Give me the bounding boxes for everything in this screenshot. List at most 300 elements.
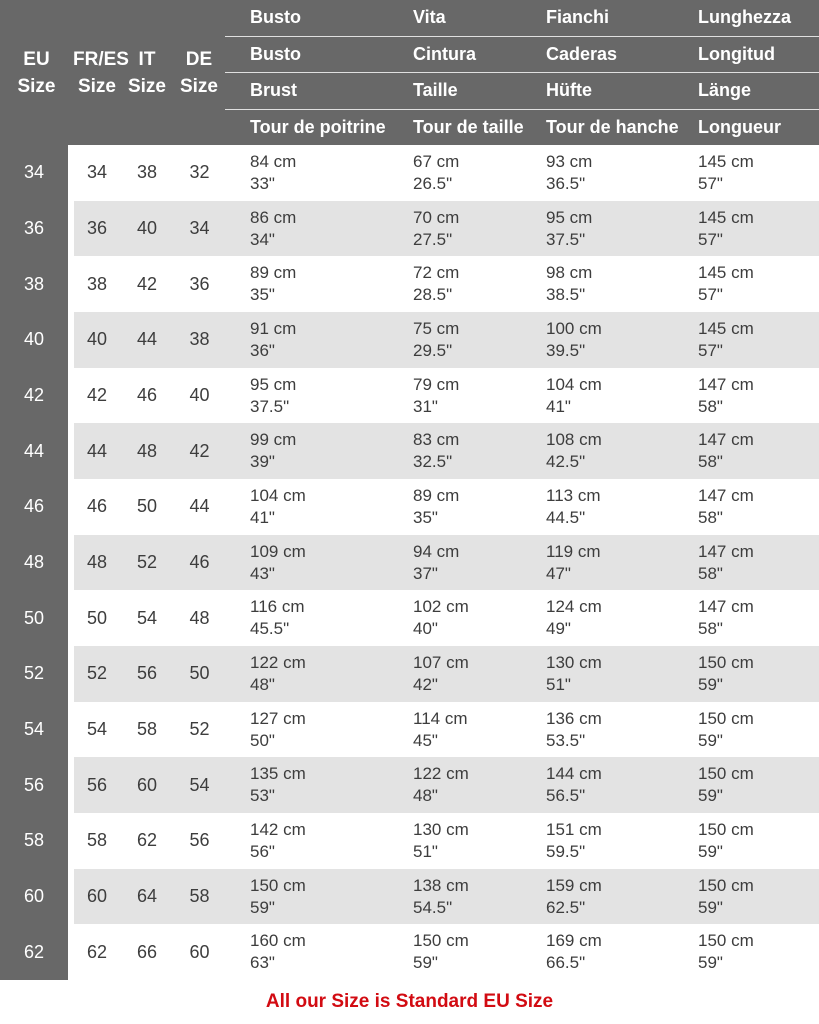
waist-measurement bbox=[400, 596, 533, 640]
fr-es-size-value: 56 bbox=[86, 774, 108, 795]
bust-cm-value: 142 cm bbox=[250, 819, 306, 839]
waist-inch-value: 29.5" bbox=[413, 340, 453, 360]
table-row bbox=[0, 201, 819, 257]
length-measurement bbox=[685, 652, 819, 696]
standard-eu-size-note: All our Size is Standard EU Size bbox=[265, 991, 554, 1012]
fr-es-size-value: 54 bbox=[86, 719, 108, 740]
it-size-value: 58 bbox=[136, 719, 158, 740]
hips-header-de: Hüfte bbox=[546, 80, 592, 101]
bust-inch-value: 59" bbox=[250, 897, 275, 917]
hips-measurement bbox=[533, 875, 685, 919]
hips-measurement bbox=[533, 485, 685, 529]
it-size-value: 40 bbox=[136, 218, 158, 238]
hips-header-it: Fianchi bbox=[546, 7, 610, 28]
eu-size-value: 60 bbox=[0, 869, 68, 925]
row-body bbox=[74, 869, 819, 925]
eu-size-value: 38 bbox=[0, 256, 68, 312]
it-size-value: 66 bbox=[136, 941, 158, 962]
bust-measurement bbox=[225, 708, 400, 752]
eu-size-value: 56 bbox=[0, 757, 68, 813]
length-measurement bbox=[685, 262, 819, 306]
waist-cm-value: 114 cm bbox=[413, 708, 468, 728]
bust-inch-value: 43" bbox=[250, 563, 275, 583]
row-body bbox=[74, 590, 819, 646]
de-size-value: 42 bbox=[189, 440, 210, 461]
it-size-value: 50 bbox=[136, 496, 158, 517]
fr-es-size-value: 36 bbox=[86, 218, 108, 238]
de-size-value: 44 bbox=[189, 496, 210, 517]
fr-es-size-value: 60 bbox=[86, 886, 108, 907]
row-body bbox=[74, 145, 819, 201]
fr-es-size-value: 44 bbox=[86, 440, 108, 461]
waist-cm-value: 67 cm bbox=[413, 151, 460, 171]
waist-measurement bbox=[400, 708, 533, 752]
waist-inch-value: 27.5" bbox=[413, 229, 453, 249]
waist-measurement bbox=[400, 151, 533, 195]
length-inch-value: 58" bbox=[698, 452, 723, 472]
fr-es-size-value: 62 bbox=[86, 941, 108, 962]
hips-inch-value: 62.5" bbox=[546, 897, 586, 917]
eu-size-value: 48 bbox=[0, 535, 68, 591]
bust-cm-value: 109 cm bbox=[250, 541, 306, 561]
bust-measurement bbox=[225, 652, 400, 696]
hips-cm-value: 124 cm bbox=[546, 597, 602, 617]
length-cm-value: 150 cm bbox=[698, 931, 754, 951]
hips-measurement bbox=[533, 151, 685, 195]
table-row bbox=[0, 757, 819, 813]
waist-inch-value: 28.5" bbox=[413, 285, 453, 305]
bust-inch-value: 63" bbox=[250, 953, 275, 973]
eu-size-value: 42 bbox=[0, 368, 68, 424]
bust-inch-value: 34" bbox=[250, 229, 275, 249]
hips-inch-value: 47" bbox=[546, 563, 571, 583]
bust-inch-value: 50" bbox=[250, 730, 275, 750]
bust-cm-value: 127 cm bbox=[250, 708, 306, 728]
length-inch-value: 59" bbox=[698, 841, 723, 861]
bust-measurement bbox=[225, 429, 400, 473]
de-size-value: 36 bbox=[189, 273, 210, 294]
fr-es-size-value: 52 bbox=[86, 663, 108, 684]
hips-inch-value: 39.5" bbox=[546, 340, 586, 360]
bust-cm-value: 99 cm bbox=[250, 430, 297, 450]
length-inch-value: 57" bbox=[698, 285, 723, 305]
length-inch-value: 58" bbox=[698, 619, 723, 639]
length-cm-value: 150 cm bbox=[698, 819, 754, 839]
fr-es-size-value: 34 bbox=[86, 162, 108, 183]
header-row-spanish bbox=[225, 36, 819, 73]
hips-cm-value: 169 cm bbox=[546, 931, 602, 951]
bust-header-de: Brust bbox=[250, 80, 298, 101]
row-body bbox=[74, 757, 819, 813]
waist-inch-value: 54.5" bbox=[413, 897, 453, 917]
hips-measurement bbox=[533, 596, 685, 640]
waist-cm-value: 75 cm bbox=[413, 318, 460, 338]
length-cm-value: 150 cm bbox=[698, 708, 754, 728]
bust-inch-value: 45.5" bbox=[250, 619, 290, 639]
fr-es-size-value: 48 bbox=[86, 552, 108, 573]
length-cm-value: 147 cm bbox=[698, 430, 754, 450]
hips-inch-value: 42.5" bbox=[546, 452, 586, 472]
waist-inch-value: 48" bbox=[413, 786, 438, 806]
hips-cm-value: 93 cm bbox=[546, 151, 593, 171]
bust-inch-value: 56" bbox=[250, 841, 275, 861]
de-size-value: 60 bbox=[189, 941, 210, 962]
fr-es-size-value: 50 bbox=[86, 607, 108, 628]
it-size-value: 48 bbox=[136, 440, 158, 461]
de-size-value: 54 bbox=[189, 774, 210, 795]
length-inch-value: 59" bbox=[698, 730, 723, 750]
hips-measurement bbox=[533, 708, 685, 752]
eu-size-value: 36 bbox=[0, 201, 68, 257]
waist-header-fr: Tour de taille bbox=[413, 116, 524, 137]
hips-inch-value: 44.5" bbox=[546, 507, 586, 527]
bust-inch-value: 41" bbox=[250, 507, 275, 527]
row-body bbox=[74, 813, 819, 869]
waist-inch-value: 37" bbox=[413, 563, 438, 583]
length-inch-value: 58" bbox=[698, 563, 723, 583]
length-inch-value: 59" bbox=[698, 897, 723, 917]
waist-cm-value: 122 cm bbox=[413, 764, 469, 784]
waist-measurement bbox=[400, 541, 533, 585]
bust-inch-value: 53" bbox=[250, 786, 275, 806]
header-row-french bbox=[225, 109, 819, 146]
length-inch-value: 59" bbox=[698, 674, 723, 694]
hips-measurement bbox=[533, 763, 685, 807]
hips-inch-value: 51" bbox=[546, 674, 571, 694]
hips-inch-value: 36.5" bbox=[546, 173, 586, 193]
measurement-columns-header bbox=[225, 0, 819, 145]
it-size-value: 64 bbox=[136, 886, 158, 907]
eu-size-header-line2: Size bbox=[17, 75, 56, 97]
bust-inch-value: 33" bbox=[250, 173, 275, 193]
size-columns-header bbox=[0, 0, 225, 145]
length-inch-value: 59" bbox=[698, 953, 723, 973]
bust-cm-value: 95 cm bbox=[250, 374, 297, 394]
eu-size-value: 58 bbox=[0, 813, 68, 869]
length-cm-value: 150 cm bbox=[698, 652, 754, 672]
waist-measurement bbox=[400, 485, 533, 529]
bust-measurement bbox=[225, 763, 400, 807]
length-measurement bbox=[685, 763, 819, 807]
bust-header-it: Busto bbox=[250, 7, 301, 28]
length-inch-value: 57" bbox=[698, 173, 723, 193]
it-size-value: 62 bbox=[136, 830, 158, 851]
it-size-value: 44 bbox=[136, 329, 158, 350]
hips-inch-value: 56.5" bbox=[546, 786, 586, 806]
it-size-header-line2: Size bbox=[127, 75, 167, 97]
bust-measurement bbox=[225, 374, 400, 418]
de-size-header-line2: Size bbox=[179, 75, 219, 97]
hips-measurement bbox=[533, 652, 685, 696]
waist-inch-value: 59" bbox=[413, 953, 438, 973]
length-cm-value: 147 cm bbox=[698, 541, 754, 561]
it-size-value: 52 bbox=[136, 552, 158, 573]
eu-size-value: 52 bbox=[0, 646, 68, 702]
de-size-value: 50 bbox=[189, 663, 210, 684]
it-size-value: 42 bbox=[136, 273, 158, 294]
waist-cm-value: 102 cm bbox=[413, 597, 469, 617]
de-size-value: 56 bbox=[189, 830, 210, 851]
hips-inch-value: 49" bbox=[546, 619, 571, 639]
de-size-value: 34 bbox=[189, 218, 210, 238]
length-header-fr: Longueur bbox=[698, 116, 781, 137]
bust-measurement bbox=[225, 875, 400, 919]
bust-measurement bbox=[225, 596, 400, 640]
table-row bbox=[0, 256, 819, 312]
hips-cm-value: 108 cm bbox=[546, 430, 602, 450]
table-row bbox=[0, 869, 819, 925]
bust-cm-value: 160 cm bbox=[250, 931, 306, 951]
row-body bbox=[74, 368, 819, 424]
length-measurement bbox=[685, 875, 819, 919]
de-size-value: 48 bbox=[189, 607, 210, 628]
bust-measurement bbox=[225, 819, 400, 863]
length-cm-value: 147 cm bbox=[698, 374, 754, 394]
bust-inch-value: 48" bbox=[250, 674, 275, 694]
hips-measurement bbox=[533, 318, 685, 362]
table-row bbox=[0, 813, 819, 869]
length-cm-value: 147 cm bbox=[698, 485, 754, 505]
waist-cm-value: 83 cm bbox=[413, 430, 460, 450]
hips-header-fr: Tour de hanche bbox=[546, 116, 679, 137]
bust-cm-value: 89 cm bbox=[250, 263, 297, 283]
header-row-german bbox=[225, 72, 819, 109]
hips-cm-value: 100 cm bbox=[546, 318, 602, 338]
hips-cm-value: 98 cm bbox=[546, 263, 593, 283]
length-cm-value: 147 cm bbox=[698, 597, 754, 617]
hips-cm-value: 95 cm bbox=[546, 207, 593, 227]
header-row-italian bbox=[225, 0, 819, 36]
bust-measurement bbox=[225, 207, 400, 251]
row-body bbox=[74, 702, 819, 758]
length-header-es: Longitud bbox=[698, 43, 775, 64]
hips-header-es: Caderas bbox=[546, 43, 618, 64]
it-size-value: 56 bbox=[136, 663, 158, 684]
it-size-value: 38 bbox=[136, 162, 158, 183]
table-header bbox=[0, 0, 819, 145]
row-body bbox=[74, 256, 819, 312]
length-cm-value: 145 cm bbox=[698, 207, 754, 227]
length-measurement bbox=[685, 485, 819, 529]
hips-measurement bbox=[533, 541, 685, 585]
it-size-value: 46 bbox=[136, 385, 158, 406]
waist-inch-value: 45" bbox=[413, 730, 438, 750]
length-measurement bbox=[685, 541, 819, 585]
length-cm-value: 145 cm bbox=[698, 263, 754, 283]
length-measurement bbox=[685, 374, 819, 418]
it-size-value: 54 bbox=[136, 607, 158, 628]
bust-cm-value: 84 cm bbox=[250, 151, 297, 171]
waist-cm-value: 107 cm bbox=[413, 652, 469, 672]
bust-cm-value: 135 cm bbox=[250, 764, 306, 784]
hips-inch-value: 53.5" bbox=[546, 730, 586, 750]
waist-cm-value: 72 cm bbox=[413, 263, 460, 283]
waist-inch-value: 51" bbox=[413, 841, 438, 861]
bust-cm-value: 122 cm bbox=[250, 652, 306, 672]
waist-measurement bbox=[400, 652, 533, 696]
table-row bbox=[0, 590, 819, 646]
bust-inch-value: 35" bbox=[250, 285, 275, 305]
hips-inch-value: 59.5" bbox=[546, 841, 586, 861]
table-row bbox=[0, 702, 819, 758]
bust-cm-value: 86 cm bbox=[250, 207, 297, 227]
de-size-value: 52 bbox=[189, 719, 210, 740]
eu-size-value: 50 bbox=[0, 590, 68, 646]
hips-cm-value: 113 cm bbox=[546, 485, 601, 505]
bust-measurement bbox=[225, 485, 400, 529]
bust-measurement bbox=[225, 541, 400, 585]
de-size-value: 46 bbox=[189, 552, 210, 573]
length-cm-value: 150 cm bbox=[698, 875, 754, 895]
row-body bbox=[74, 201, 819, 257]
waist-measurement bbox=[400, 207, 533, 251]
bust-cm-value: 150 cm bbox=[250, 875, 306, 895]
bust-header-fr: Tour de poitrine bbox=[250, 116, 386, 137]
waist-header-de: Taille bbox=[413, 80, 458, 101]
bust-inch-value: 36" bbox=[250, 340, 275, 360]
table-row bbox=[0, 423, 819, 479]
table-row bbox=[0, 646, 819, 702]
waist-inch-value: 32.5" bbox=[413, 452, 453, 472]
length-measurement bbox=[685, 429, 819, 473]
length-measurement bbox=[685, 708, 819, 752]
waist-inch-value: 31" bbox=[413, 396, 438, 416]
waist-measurement bbox=[400, 763, 533, 807]
hips-measurement bbox=[533, 930, 685, 974]
waist-inch-value: 42" bbox=[413, 674, 438, 694]
fr-es-size-header-line1: FR/ES bbox=[73, 48, 129, 70]
bust-measurement bbox=[225, 151, 400, 195]
hips-inch-value: 66.5" bbox=[546, 953, 586, 973]
fr-es-size-header-line2: Size bbox=[77, 75, 117, 97]
waist-measurement bbox=[400, 875, 533, 919]
bust-cm-value: 116 cm bbox=[250, 597, 305, 617]
bust-measurement bbox=[225, 930, 400, 974]
eu-size-header bbox=[0, 46, 73, 100]
waist-inch-value: 26.5" bbox=[413, 173, 453, 193]
waist-cm-value: 94 cm bbox=[413, 541, 460, 561]
length-cm-value: 150 cm bbox=[698, 764, 754, 784]
row-body bbox=[74, 646, 819, 702]
length-inch-value: 57" bbox=[698, 229, 723, 249]
de-size-value: 58 bbox=[189, 886, 210, 907]
waist-cm-value: 130 cm bbox=[413, 819, 469, 839]
hips-measurement bbox=[533, 262, 685, 306]
it-size-header-line1: IT bbox=[138, 48, 156, 70]
hips-cm-value: 144 cm bbox=[546, 764, 602, 784]
length-inch-value: 58" bbox=[698, 396, 723, 416]
table-row bbox=[0, 368, 819, 424]
size-table-body bbox=[0, 145, 819, 980]
hips-inch-value: 38.5" bbox=[546, 285, 586, 305]
it-size-header bbox=[121, 46, 173, 100]
hips-cm-value: 119 cm bbox=[546, 541, 601, 561]
waist-cm-value: 138 cm bbox=[413, 875, 469, 895]
waist-measurement bbox=[400, 930, 533, 974]
length-measurement bbox=[685, 819, 819, 863]
table-row bbox=[0, 924, 819, 980]
waist-measurement bbox=[400, 318, 533, 362]
fr-es-size-value: 40 bbox=[86, 329, 108, 350]
fr-es-size-header bbox=[73, 46, 129, 100]
length-inch-value: 58" bbox=[698, 507, 723, 527]
waist-inch-value: 40" bbox=[413, 619, 438, 639]
row-body bbox=[74, 535, 819, 591]
table-row bbox=[0, 145, 819, 201]
hips-cm-value: 136 cm bbox=[546, 708, 602, 728]
length-cm-value: 145 cm bbox=[698, 318, 754, 338]
bust-measurement bbox=[225, 262, 400, 306]
eu-size-value: 34 bbox=[0, 145, 68, 201]
hips-inch-value: 41" bbox=[546, 396, 571, 416]
waist-header-it: Vita bbox=[413, 7, 446, 28]
waist-measurement bbox=[400, 262, 533, 306]
waist-header-es: Cintura bbox=[413, 43, 476, 64]
hips-cm-value: 104 cm bbox=[546, 374, 602, 394]
length-measurement bbox=[685, 930, 819, 974]
fr-es-size-value: 46 bbox=[86, 496, 108, 517]
de-size-header bbox=[173, 46, 225, 100]
bust-cm-value: 104 cm bbox=[250, 485, 306, 505]
de-size-value: 40 bbox=[189, 385, 210, 406]
fr-es-size-value: 58 bbox=[86, 830, 108, 851]
de-size-header-line1: DE bbox=[185, 48, 213, 70]
bust-inch-value: 39" bbox=[250, 452, 275, 472]
de-size-value: 38 bbox=[189, 329, 210, 350]
waist-inch-value: 35" bbox=[413, 507, 438, 527]
length-inch-value: 57" bbox=[698, 340, 723, 360]
table-row bbox=[0, 535, 819, 591]
table-row bbox=[0, 312, 819, 368]
length-measurement bbox=[685, 207, 819, 251]
waist-measurement bbox=[400, 429, 533, 473]
eu-size-value: 46 bbox=[0, 479, 68, 535]
waist-measurement bbox=[400, 819, 533, 863]
length-header-it: Lunghezza bbox=[698, 7, 791, 28]
waist-cm-value: 89 cm bbox=[413, 485, 460, 505]
eu-size-header-line1: EU bbox=[23, 48, 50, 70]
hips-measurement bbox=[533, 819, 685, 863]
it-size-value: 60 bbox=[136, 774, 158, 795]
bust-header-es: Busto bbox=[250, 43, 301, 64]
hips-cm-value: 151 cm bbox=[546, 819, 602, 839]
fr-es-size-value: 38 bbox=[86, 273, 108, 294]
length-measurement bbox=[685, 596, 819, 640]
hips-cm-value: 159 cm bbox=[546, 875, 602, 895]
hips-inch-value: 37.5" bbox=[546, 229, 586, 249]
waist-measurement bbox=[400, 374, 533, 418]
de-size-value: 32 bbox=[189, 162, 210, 183]
hips-measurement bbox=[533, 374, 685, 418]
bust-inch-value: 37.5" bbox=[250, 396, 290, 416]
length-inch-value: 59" bbox=[698, 786, 723, 806]
bust-cm-value: 91 cm bbox=[250, 318, 297, 338]
footer bbox=[0, 980, 819, 1024]
eu-size-value: 62 bbox=[0, 924, 68, 980]
fr-es-size-value: 42 bbox=[86, 385, 108, 406]
row-body bbox=[74, 924, 819, 980]
row-body bbox=[74, 312, 819, 368]
length-cm-value: 145 cm bbox=[698, 151, 754, 171]
eu-size-value: 44 bbox=[0, 423, 68, 479]
hips-measurement bbox=[533, 207, 685, 251]
eu-size-value: 54 bbox=[0, 702, 68, 758]
waist-cm-value: 70 cm bbox=[413, 207, 460, 227]
row-body bbox=[74, 423, 819, 479]
hips-measurement bbox=[533, 429, 685, 473]
eu-size-value: 40 bbox=[0, 312, 68, 368]
hips-cm-value: 130 cm bbox=[546, 652, 602, 672]
